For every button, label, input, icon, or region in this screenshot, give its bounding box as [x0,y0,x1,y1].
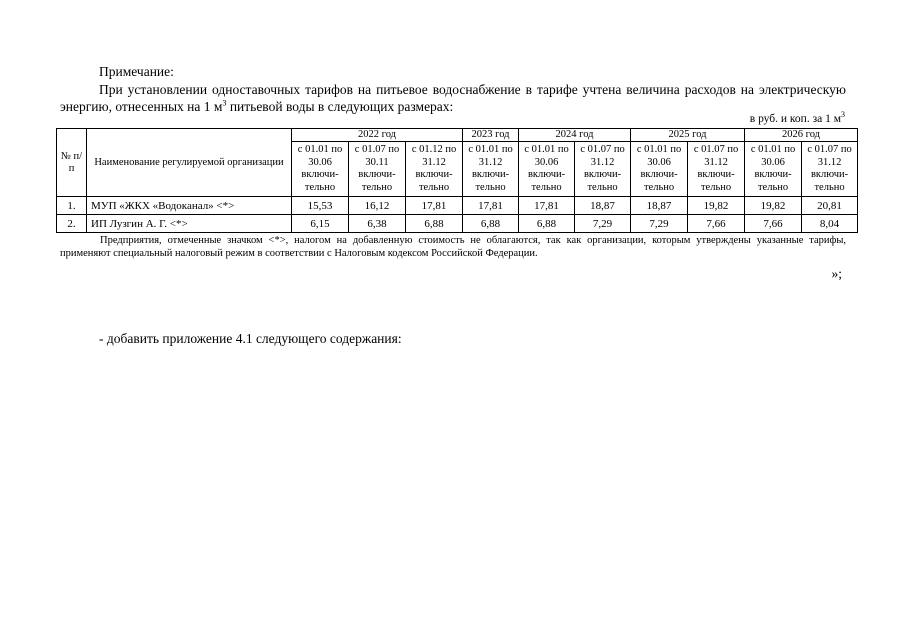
header-organization: Наименование регулируемой организации [87,129,292,197]
tariff-table [56,128,858,233]
table-row [57,215,858,233]
units-superscript: 3 [841,110,845,120]
add-appendix-line: - добавить приложение 4.1 следующего содержания: [99,331,402,346]
header-year-2024: 2024 год [519,129,631,142]
tariff-value: 6,88 [463,215,519,233]
header-year-2022: 2022 год [292,129,463,142]
tariff-value: 19,82 [688,197,745,215]
tariff-value: 18,87 [631,197,688,215]
header-year-2023: 2023 год [463,129,519,142]
header-period: с 01.07 по 31.12 включи-тельно [688,142,745,197]
row-organization: МУП «ЖКХ «Водоканал» <*> [87,197,292,215]
header-year-2026: 2026 год [745,129,858,142]
tariff-value: 6,15 [292,215,349,233]
tariff-value: 17,81 [406,197,463,215]
header-period: с 01.01 по 30.06 включи-тельно [631,142,688,197]
header-period: с 01.07 по 30.11 включи-тельно [349,142,406,197]
tariff-value: 15,53 [292,197,349,215]
header-period: с 01.07 по 31.12 включи-тельно [575,142,631,197]
tariff-value: 19,82 [745,197,802,215]
tariff-value: 20,81 [802,197,858,215]
header-period: с 01.01 по 30.06 включи-тельно [745,142,802,197]
footnote: Предприятия, отмеченные значком <*>, налогом на добавленную стоимость не облагаются, так как организации, которым утверждены указанные тарифы, применяют специальный налоговый режим в соответствии с Налоговым кодексом Российской Федерации. [60,235,846,259]
closing-quote: »; [831,266,842,281]
note-text-part-1: При установлении одноставочных тарифов на питьевое водоснабжение в тарифе учтена величина расходов на электрическую энергию, отнесенных на 1 м [60,82,846,114]
header-year-2025: 2025 год [631,129,745,142]
tariff-value: 17,81 [463,197,519,215]
table-row [57,197,858,215]
note-text-part-2: питьевой воды в следующих размерах: [226,99,454,114]
header-number: № п/п [57,129,87,197]
header-period: с 01.01 по 30.06 включи-тельно [292,142,349,197]
header-period: с 01.01 по 31.12 включи-тельно [463,142,519,197]
row-number: 2. [57,215,87,233]
units-label [750,112,845,126]
note-paragraph [60,81,846,115]
tariff-value: 6,38 [349,215,406,233]
tariff-value: 7,66 [688,215,745,233]
header-period: с 01.07 по 31.12 включи-тельно [802,142,858,197]
tariff-value: 17,81 [519,197,575,215]
note-superscript: 3 [222,98,227,108]
tariff-value: 7,29 [631,215,688,233]
note-title: Примечание: [99,64,174,79]
tariff-value: 6,88 [406,215,463,233]
tariff-value: 7,66 [745,215,802,233]
tariff-value: 7,29 [575,215,631,233]
header-period: с 01.12 по 31.12 включи-тельно [406,142,463,197]
tariff-value: 18,87 [575,197,631,215]
row-organization: ИП Лузгин А. Г. <*> [87,215,292,233]
header-period: с 01.01 по 30.06 включи-тельно [519,142,575,197]
tariff-value: 8,04 [802,215,858,233]
tariff-value: 6,88 [519,215,575,233]
row-number: 1. [57,197,87,215]
tariff-value: 16,12 [349,197,406,215]
units-text: в руб. и коп. за 1 м [749,113,841,125]
